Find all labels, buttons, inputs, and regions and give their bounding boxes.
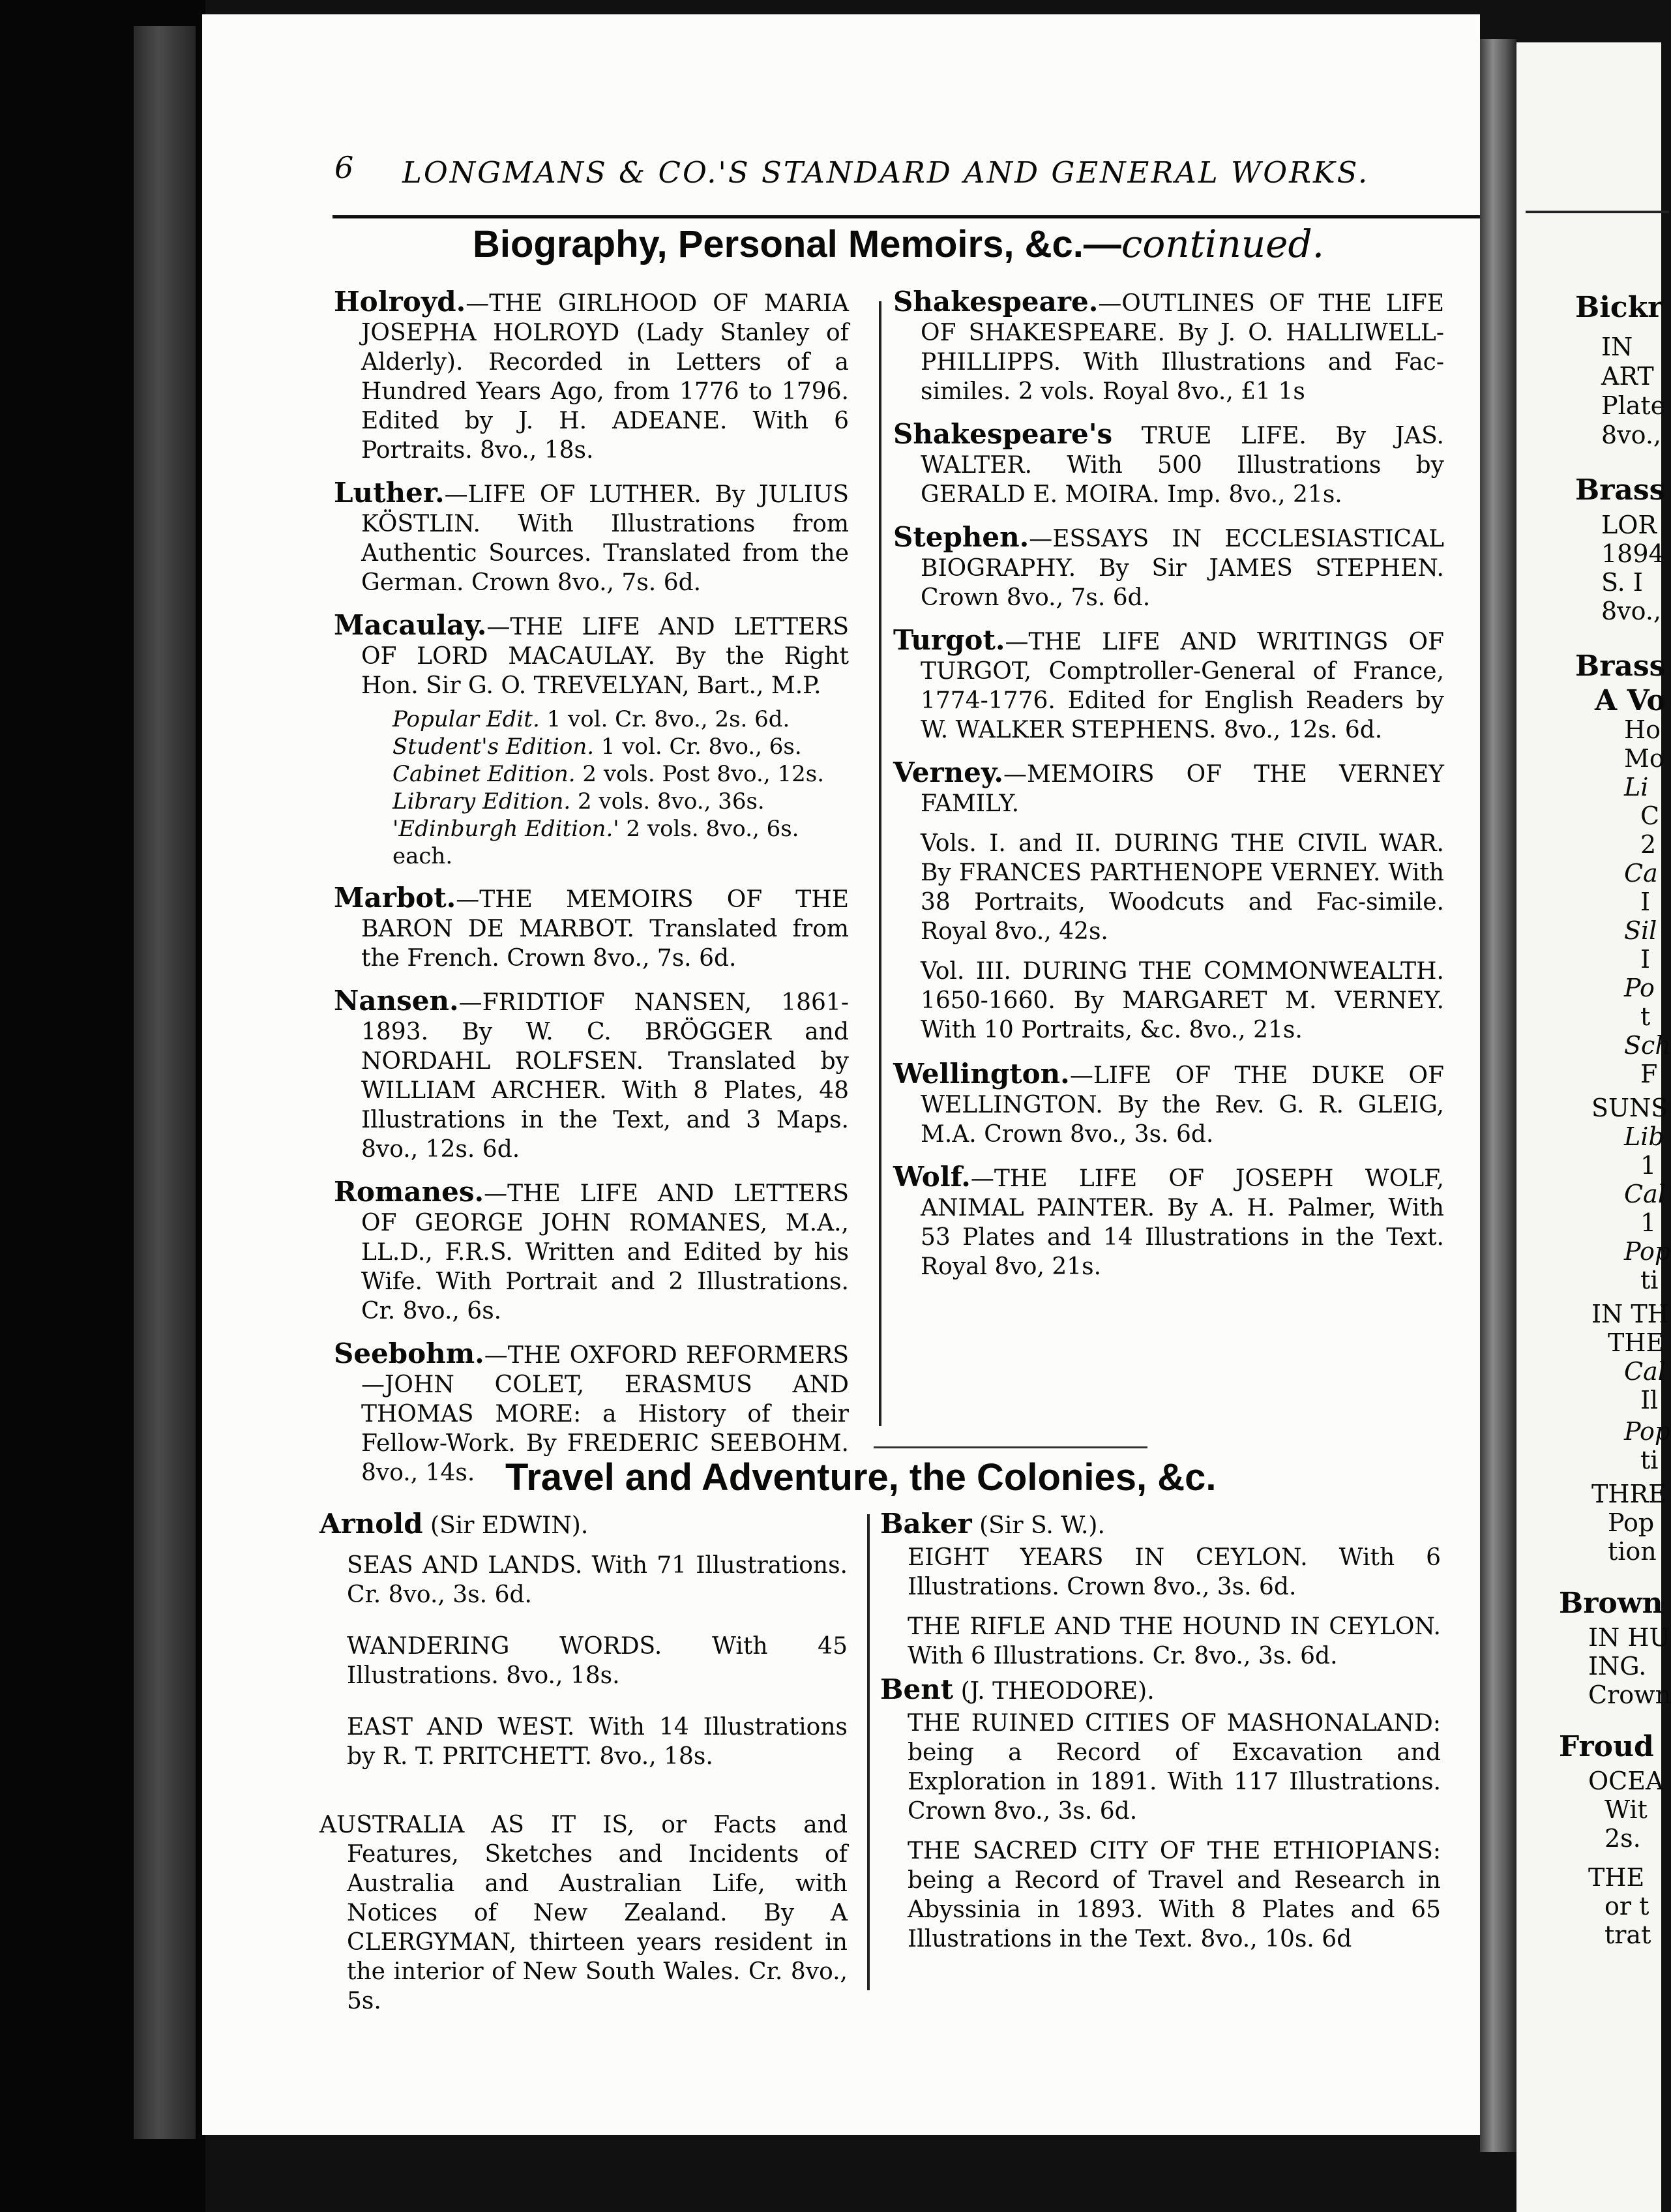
entry-wolf bbox=[893, 1162, 1444, 1281]
next-page-fragment: Po bbox=[1624, 974, 1655, 1002]
entry-turgot bbox=[893, 625, 1444, 745]
next-page-fragment: tion bbox=[1608, 1537, 1657, 1566]
next-page-fragment: Wit bbox=[1604, 1795, 1648, 1824]
next-page-fragment: Brown bbox=[1559, 1587, 1663, 1620]
next-page-fragment: IN TH bbox=[1591, 1300, 1669, 1328]
entry-name: Wellington. bbox=[893, 1058, 1070, 1090]
entry-text: (Sir S. W.). bbox=[971, 1512, 1105, 1539]
column-rule-bottom bbox=[867, 1514, 870, 1990]
bent-work: THE RUINED CITIES OF MASHONALAND: being a Record of Excavation and Exploration in 1891. With 117 Illustrations. Crown 8vo., 3s. 6d. bbox=[908, 1710, 1441, 1825]
next-page-fragment: Li bbox=[1624, 773, 1649, 801]
entry-text: —LIFE OF THE DUKE OF WELLINGTON. By the Rev. G. R. GLEIG, M.A. Crown 8vo., 3s. 6d. bbox=[921, 1062, 1444, 1148]
travel-right-column bbox=[880, 1509, 1441, 1963]
right-column bbox=[893, 287, 1444, 1294]
entry-text: —THE LIFE AND LETTERS OF GEORGE JOHN ROMANES, M.A., LL.D., F.R.S. Written and Edited by his Wife. With Portrait and 2 Illustrations. Cr. 8vo., 6s. bbox=[361, 1180, 849, 1324]
left-column bbox=[334, 287, 849, 1501]
next-page-fragment: or t bbox=[1604, 1892, 1649, 1921]
entry-name: Baker bbox=[880, 1508, 972, 1540]
next-page-fragment: 1 bbox=[1640, 1151, 1657, 1180]
arnold-work: EAST AND WEST. With 14 Illustrations by R. T. PRITCHETT. 8vo., 18s. bbox=[347, 1714, 848, 1770]
entry-name: Luther. bbox=[334, 477, 445, 509]
next-page-fragment: 8vo., bbox=[1601, 597, 1662, 625]
next-page-fragment: Brass bbox=[1575, 473, 1666, 507]
entry-shakespeare bbox=[893, 287, 1444, 406]
next-page-fragment: Ca bbox=[1624, 859, 1658, 888]
entry-name: Holroyd. bbox=[334, 286, 466, 318]
entry-name: Seebohm. bbox=[334, 1338, 484, 1369]
next-page-fragment: 2 bbox=[1640, 830, 1657, 859]
book-page bbox=[202, 14, 1480, 2135]
entry-stephen bbox=[893, 522, 1444, 612]
entry-luther bbox=[334, 478, 849, 597]
entry-marbot bbox=[334, 883, 849, 973]
entry-verney bbox=[893, 758, 1444, 818]
next-page-fragment: THE bbox=[1588, 1863, 1645, 1892]
entry-text: —FRIDTIOF NANSEN, 1861-1893. By W. C. BRÖGGER and NORDAHL ROLFSEN. Translated by WILLIAM ARCHER. With 8 Plates, 48 Illustrations in the Text, and 3 Maps. 8vo., 12s. 6d. bbox=[361, 989, 849, 1163]
next-page-fragment: ING. bbox=[1588, 1652, 1647, 1681]
entry-text: —THE LIFE AND LETTERS OF LORD MACAULAY. By the Right Hon. Sir G. O. TREVELYAN, Bart., M.P. bbox=[361, 614, 849, 699]
edition-item: Popular Edit. 1 vol. Cr. 8vo., 2s. 6d. bbox=[392, 706, 790, 732]
next-page-fragment: LOR bbox=[1601, 511, 1657, 539]
next-page-fragment: Plate bbox=[1601, 391, 1666, 420]
next-page-fragment: Brass bbox=[1575, 650, 1666, 683]
next-page-fragment: Il bbox=[1640, 1386, 1659, 1414]
next-page-fragment: C bbox=[1640, 801, 1660, 830]
entry-text: —ESSAYS IN ECCLESIASTICAL BIOGRAPHY. By Sir JAMES STEPHEN. Crown 8vo., 7s. 6d. bbox=[921, 526, 1444, 611]
entry-name: Nansen. bbox=[334, 985, 459, 1017]
entry-name: Verney. bbox=[893, 756, 1004, 788]
edition-item: 'Edinburgh Edition.' 2 vols. 8vo., 6s. each. bbox=[392, 816, 799, 869]
entry-name: Bent bbox=[880, 1673, 954, 1705]
entry-wellington bbox=[893, 1059, 1444, 1149]
entry-name: Marbot. bbox=[334, 882, 456, 914]
baker-work: EIGHT YEARS IN CEYLON. With 6 Illustrations. Crown 8vo., 3s. 6d. bbox=[908, 1544, 1441, 1600]
edition-item: Student's Edition. 1 vol. Cr. 8vo., 6s. bbox=[392, 734, 802, 760]
column-rule-top bbox=[879, 301, 881, 1426]
arnold-work: SEAS AND LANDS. With 71 Illustrations. Cr. 8vo., 3s. 6d. bbox=[347, 1552, 848, 1608]
next-page-fragment: F bbox=[1640, 1060, 1658, 1088]
bent-work: THE SACRED CITY OF THE ETHIOPIANS: being a Record of Travel and Research in Abyssinia in 1893. With 8 Plates and 65 Illustrations in the Text. 8vo., 10s. 6d bbox=[908, 1838, 1441, 1952]
next-page-fragment: ti bbox=[1640, 1266, 1659, 1294]
next-page-fragment: Mo bbox=[1624, 744, 1664, 773]
next-page-fragment: 1 bbox=[1640, 1208, 1657, 1237]
entry-holroyd bbox=[334, 287, 849, 465]
edition-item: Library Edition. 2 vols. 8vo., 36s. bbox=[392, 788, 765, 815]
next-page-fragment: ART bbox=[1601, 362, 1654, 391]
entry-name: Stephen. bbox=[893, 521, 1029, 553]
entry-text: —OUTLINES OF THE LIFE OF SHAKESPEARE. By J. O. HALLIWELL-PHILLIPPS. With Illustrations and Fac-similes. 2 vols. Royal 8vo., £1 1s bbox=[921, 290, 1444, 405]
entry-text: —THE MEMOIRS OF THE BARON DE MARBOT. Translated from the French. Crown 8vo., 7s. 6d. bbox=[361, 886, 849, 972]
page-number: 6 bbox=[334, 150, 354, 185]
section-title-biography bbox=[473, 222, 1324, 266]
next-page-fragment: Pop bbox=[1608, 1508, 1655, 1537]
entry-bent bbox=[880, 1675, 1441, 1706]
entry-text: —LIFE OF LUTHER. By JULIUS KÖSTLIN. With Illustrations from Authentic Sources. Translated from the German. Crown 8vo., 7s. 6d. bbox=[361, 481, 849, 596]
next-page-fragment: Lib bbox=[1624, 1122, 1664, 1151]
entry-text: (Sir EDWIN). bbox=[422, 1512, 589, 1539]
next-page-fragment: THE bbox=[1608, 1328, 1664, 1357]
section-divider bbox=[874, 1446, 1147, 1448]
entry-macaulay bbox=[334, 610, 849, 700]
next-page-fragment: IN bbox=[1601, 333, 1633, 361]
next-page-fragment: Bickr bbox=[1575, 291, 1663, 324]
travel-left-column bbox=[319, 1509, 848, 2029]
next-page-fragment: Crown bbox=[1588, 1681, 1671, 1709]
entry-name: Turgot. bbox=[893, 624, 1005, 656]
section-title-text: Biography, Personal Memoirs, &c.— bbox=[473, 223, 1121, 265]
arnold-work: WANDERING WORDS. With 45 Illustrations. 8vo., 18s. bbox=[347, 1633, 848, 1689]
next-page-fragment: IN HU bbox=[1588, 1623, 1670, 1652]
book-spine bbox=[134, 26, 196, 2139]
entry-nansen bbox=[334, 986, 849, 1164]
next-page-fragment: ti bbox=[1640, 1446, 1659, 1474]
section-title-continued: continued. bbox=[1121, 222, 1325, 266]
page-gutter bbox=[1480, 39, 1516, 2152]
baker-work: THE RIFLE AND THE HOUND IN CEYLON. With 6 Illustrations. Cr. 8vo., 3s. 6d. bbox=[908, 1613, 1441, 1669]
entry-name: Arnold bbox=[319, 1508, 423, 1540]
entry-text: —THE LIFE OF JOSEPH WOLF, ANIMAL PAINTER. By A. H. Palmer, With 53 Plates and 14 Illustrations in the Text. Royal 8vo, 21s. bbox=[921, 1165, 1444, 1280]
next-page-fragment: t bbox=[1640, 1002, 1651, 1031]
next-page-fragment: Sch bbox=[1624, 1031, 1671, 1060]
edition-item: Cabinet Edition. 2 vols. Post 8vo., 12s. bbox=[392, 761, 824, 787]
next-page-fragment: Ho bbox=[1624, 715, 1661, 744]
next-page-fragment: Pop bbox=[1624, 1417, 1671, 1446]
running-header bbox=[334, 146, 1475, 205]
entry-australia: AUSTRALIA AS IT IS, or Facts and Features, Sketches and Incidents of Australia and Australian Life, with Notices of New Zealand. By A CLERGYMAN, thirteen years resident in the interior of New South Wales. Cr. 8vo., 5s. bbox=[319, 1812, 848, 2014]
entry-text: —MEMOIRS OF THE VERNEY FAMILY. bbox=[921, 761, 1444, 817]
section-title-travel: Travel and Adventure, the Colonies, &c. bbox=[505, 1456, 1217, 1499]
next-page-fragment: I bbox=[1640, 945, 1651, 974]
next-page-fragment: Sil bbox=[1624, 916, 1657, 945]
next-page-fragment: Cal bbox=[1624, 1357, 1666, 1386]
header-rule bbox=[333, 215, 1565, 218]
entry-name: Shakespeare. bbox=[893, 286, 1099, 318]
entry-arnold bbox=[319, 1509, 848, 1540]
entry-name: Romanes. bbox=[334, 1176, 484, 1208]
next-page-edge bbox=[1516, 42, 1671, 2212]
entry-text: TRUE LIFE. By JAS. WALTER. With 500 Illustrations by GERALD E. MOIRA. Imp. 8vo., 21s. bbox=[921, 423, 1444, 508]
entry-name: Macaulay. bbox=[334, 609, 487, 641]
running-title: LONGMANS & CO.'S STANDARD AND GENERAL WORKS. bbox=[402, 155, 1370, 190]
next-page-fragment: Cal bbox=[1624, 1180, 1666, 1208]
entry-text: —THE GIRLHOOD OF MARIA JOSEPHA HOLROYD (Lady Stanley of Alderly). Recorded in Letters of a Hundred Years Ago, from 1776 to 1796. Edited by J. H. ADEANE. With 6 Portraits. 8vo., 18s. bbox=[361, 290, 849, 464]
next-page-fragment: 2s. bbox=[1604, 1824, 1641, 1853]
verney-vols-1-2: Vols. I. and II. DURING THE CIVIL WAR. By FRANCES PARTHENOPE VERNEY. With 38 Portraits, Woodcuts and Fac-simile. Royal 8vo., 42s. bbox=[921, 830, 1444, 945]
entry-baker bbox=[880, 1509, 1441, 1540]
verney-vol-3: Vol. III. DURING THE COMMONWEALTH. 1650-1660. By MARGARET M. VERNEY. With 10 Portraits, &c. 8vo., 21s. bbox=[921, 958, 1444, 1043]
next-page-fragment: A Vo bbox=[1595, 684, 1666, 717]
entry-name: Shakespeare's bbox=[893, 418, 1113, 450]
next-page-fragment: OCEA bbox=[1588, 1767, 1664, 1795]
next-page-fragment: Froud bbox=[1559, 1730, 1654, 1763]
next-page-fragment: SUNS bbox=[1591, 1094, 1668, 1122]
next-page-fragment: trat bbox=[1604, 1921, 1651, 1949]
next-page-rule bbox=[1526, 211, 1669, 213]
next-page-fragment: S. I bbox=[1601, 568, 1643, 597]
entry-text: (J. THEODORE). bbox=[953, 1678, 1155, 1705]
entry-romanes bbox=[334, 1177, 849, 1326]
entry-text: —THE OXFORD REFORMERS —JOHN COLET, ERASMUS AND THOMAS MORE: a History of their Fellow-Work. By FREDERIC SEEBOHM. 8vo., 14s. bbox=[361, 1342, 849, 1486]
next-page-fragment: 8vo., bbox=[1601, 421, 1662, 449]
entry-text: —THE LIFE AND WRITINGS OF TURGOT, Comptroller-General of France, 1774-1776. Edited for English Readers by W. WALKER STEPHENS. 8vo., 12s. 6d. bbox=[921, 629, 1444, 743]
entry-shakespeares-true-life bbox=[893, 419, 1444, 509]
next-page-fragment: Pop bbox=[1624, 1237, 1671, 1266]
next-page-fragment: 1894 bbox=[1601, 539, 1664, 568]
next-page-fragment: THRE bbox=[1591, 1480, 1666, 1508]
next-page-fragment: I bbox=[1640, 888, 1651, 916]
entry-name: Wolf. bbox=[893, 1161, 971, 1193]
